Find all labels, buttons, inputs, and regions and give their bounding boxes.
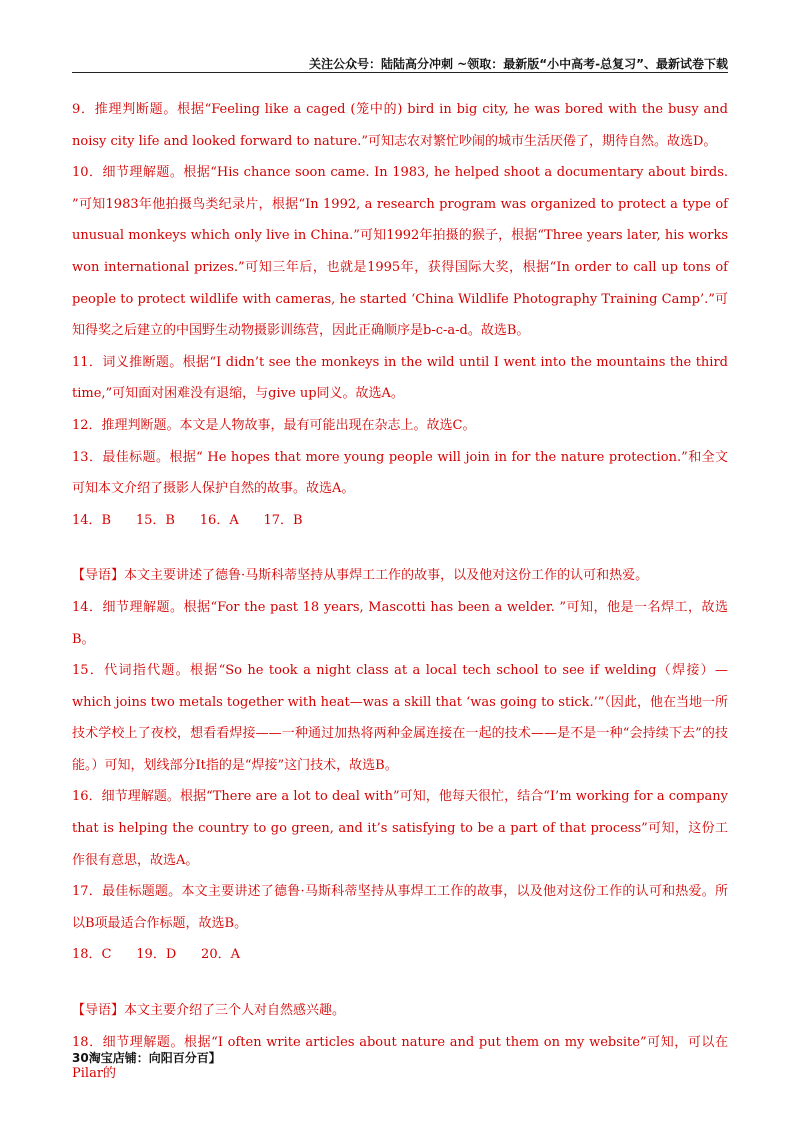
answer-content: [72, 94, 728, 1090]
section-gap: [72, 971, 728, 995]
answer-paragraph: 14．细节理解题。根据“For the past 18 years, Mascotti has been a welder. ”可知，他是一名焊工，故选B。: [72, 599, 728, 647]
section-intro: 【导语】本文主要介绍了三个人对自然感兴趣。: [72, 1003, 346, 1019]
page-header: 关注公众号：陆陆高分冲刺 ~领取：最新版“小中高考-总复习”、最新试卷下载: [309, 57, 728, 71]
answer-key-line: 18．C 19．D 20．A: [72, 947, 240, 963]
answer-paragraph: 17．最佳标题题。本文主要讲述了德鲁·马斯科蒂坚持从事焊工工作的故事，以及他对这份工作的认可和热爱。所以B项最适合作标题，故选B。: [72, 884, 728, 931]
answer-paragraph: 10．细节理解题。根据“His chance soon came. In 1983, he helped shoot a documentary about birds. ”可知1983年他拍摄鸟类纪录片，根据“In 1992, a research program was organized to protect a type of unusual monkeys which only live in China.”可知1992年拍摄的猴子，根据“Three years later, his works won international prizes.”可知三年后，也就是1995年，获得国际大奖，根据“In order to call up tons of people to protect wildlife with cameras, he started ‘China Wildlife Photography Training Camp’.”可知得奖之后建立的中国野生动物摄影训练营，因此正确顺序是b-c-a-d。故选B。: [72, 165, 728, 339]
answer-paragraph: 15．代词指代题。根据“So he took a night class at a local tech school to see if welding（焊接）—which joins two metals together with heat—was a skill that ‘was going to stick.’”（因此，他在当地一所技术学校上了夜校，想看看焊接——一种通过加热将两种金属连接在一起的技术——是不是一种“会持续下去”的技能。）可知，划线部分It指的是“焊接”这门技术，故选B。: [72, 663, 728, 773]
answer-paragraph: 16．细节理解题。根据“There are a lot to deal with”可知，他每天很忙，结合“I’m working for a company that is helping the country to go green, and it’s satisfying to be a part of that process”可知，这份工作很有意思，故选A。: [72, 789, 728, 868]
answer-paragraph: 18．细节理解题。根据“I often write articles about nature and put them on my website”可知，可以在Pilar的: [72, 1034, 728, 1082]
answer-key-line: 14．B 15．B 16．A 17．B: [72, 512, 303, 528]
section-gap: [72, 536, 728, 560]
answer-paragraph: 11．词义推断题。根据“I didn’t see the monkeys in the wild until I went into the mountains the third time,”可知面对困难没有退缩，与give up同义。故选A。: [72, 354, 728, 402]
answer-paragraph: 9．推理判断题。根据“Feeling like a caged (笼中的) bird in big city, he was bored with the busy and noisy city life and looked forward to nature.”可知志农对繁忙吵闹的城市生活厌倦了，期待自然。故选D。: [72, 102, 728, 149]
page-footer: 30淘宝店铺：向阳百分百】: [72, 1051, 221, 1065]
header-rule: [72, 72, 728, 73]
answer-paragraph: 12．推理判断题。本文是人物故事，最有可能出现在杂志上。故选C。: [72, 417, 476, 433]
answer-paragraph: 13．最佳标题。根据“ He hopes that more young people will join in for the nature protection.”和全文可知本文介绍了摄影人保护自然的故事。故选A。: [72, 449, 728, 497]
section-intro: 【导语】本文主要讲述了德鲁·马斯科蒂坚持从事焊工工作的故事，以及他对这份工作的认可和热爱。: [72, 568, 649, 584]
